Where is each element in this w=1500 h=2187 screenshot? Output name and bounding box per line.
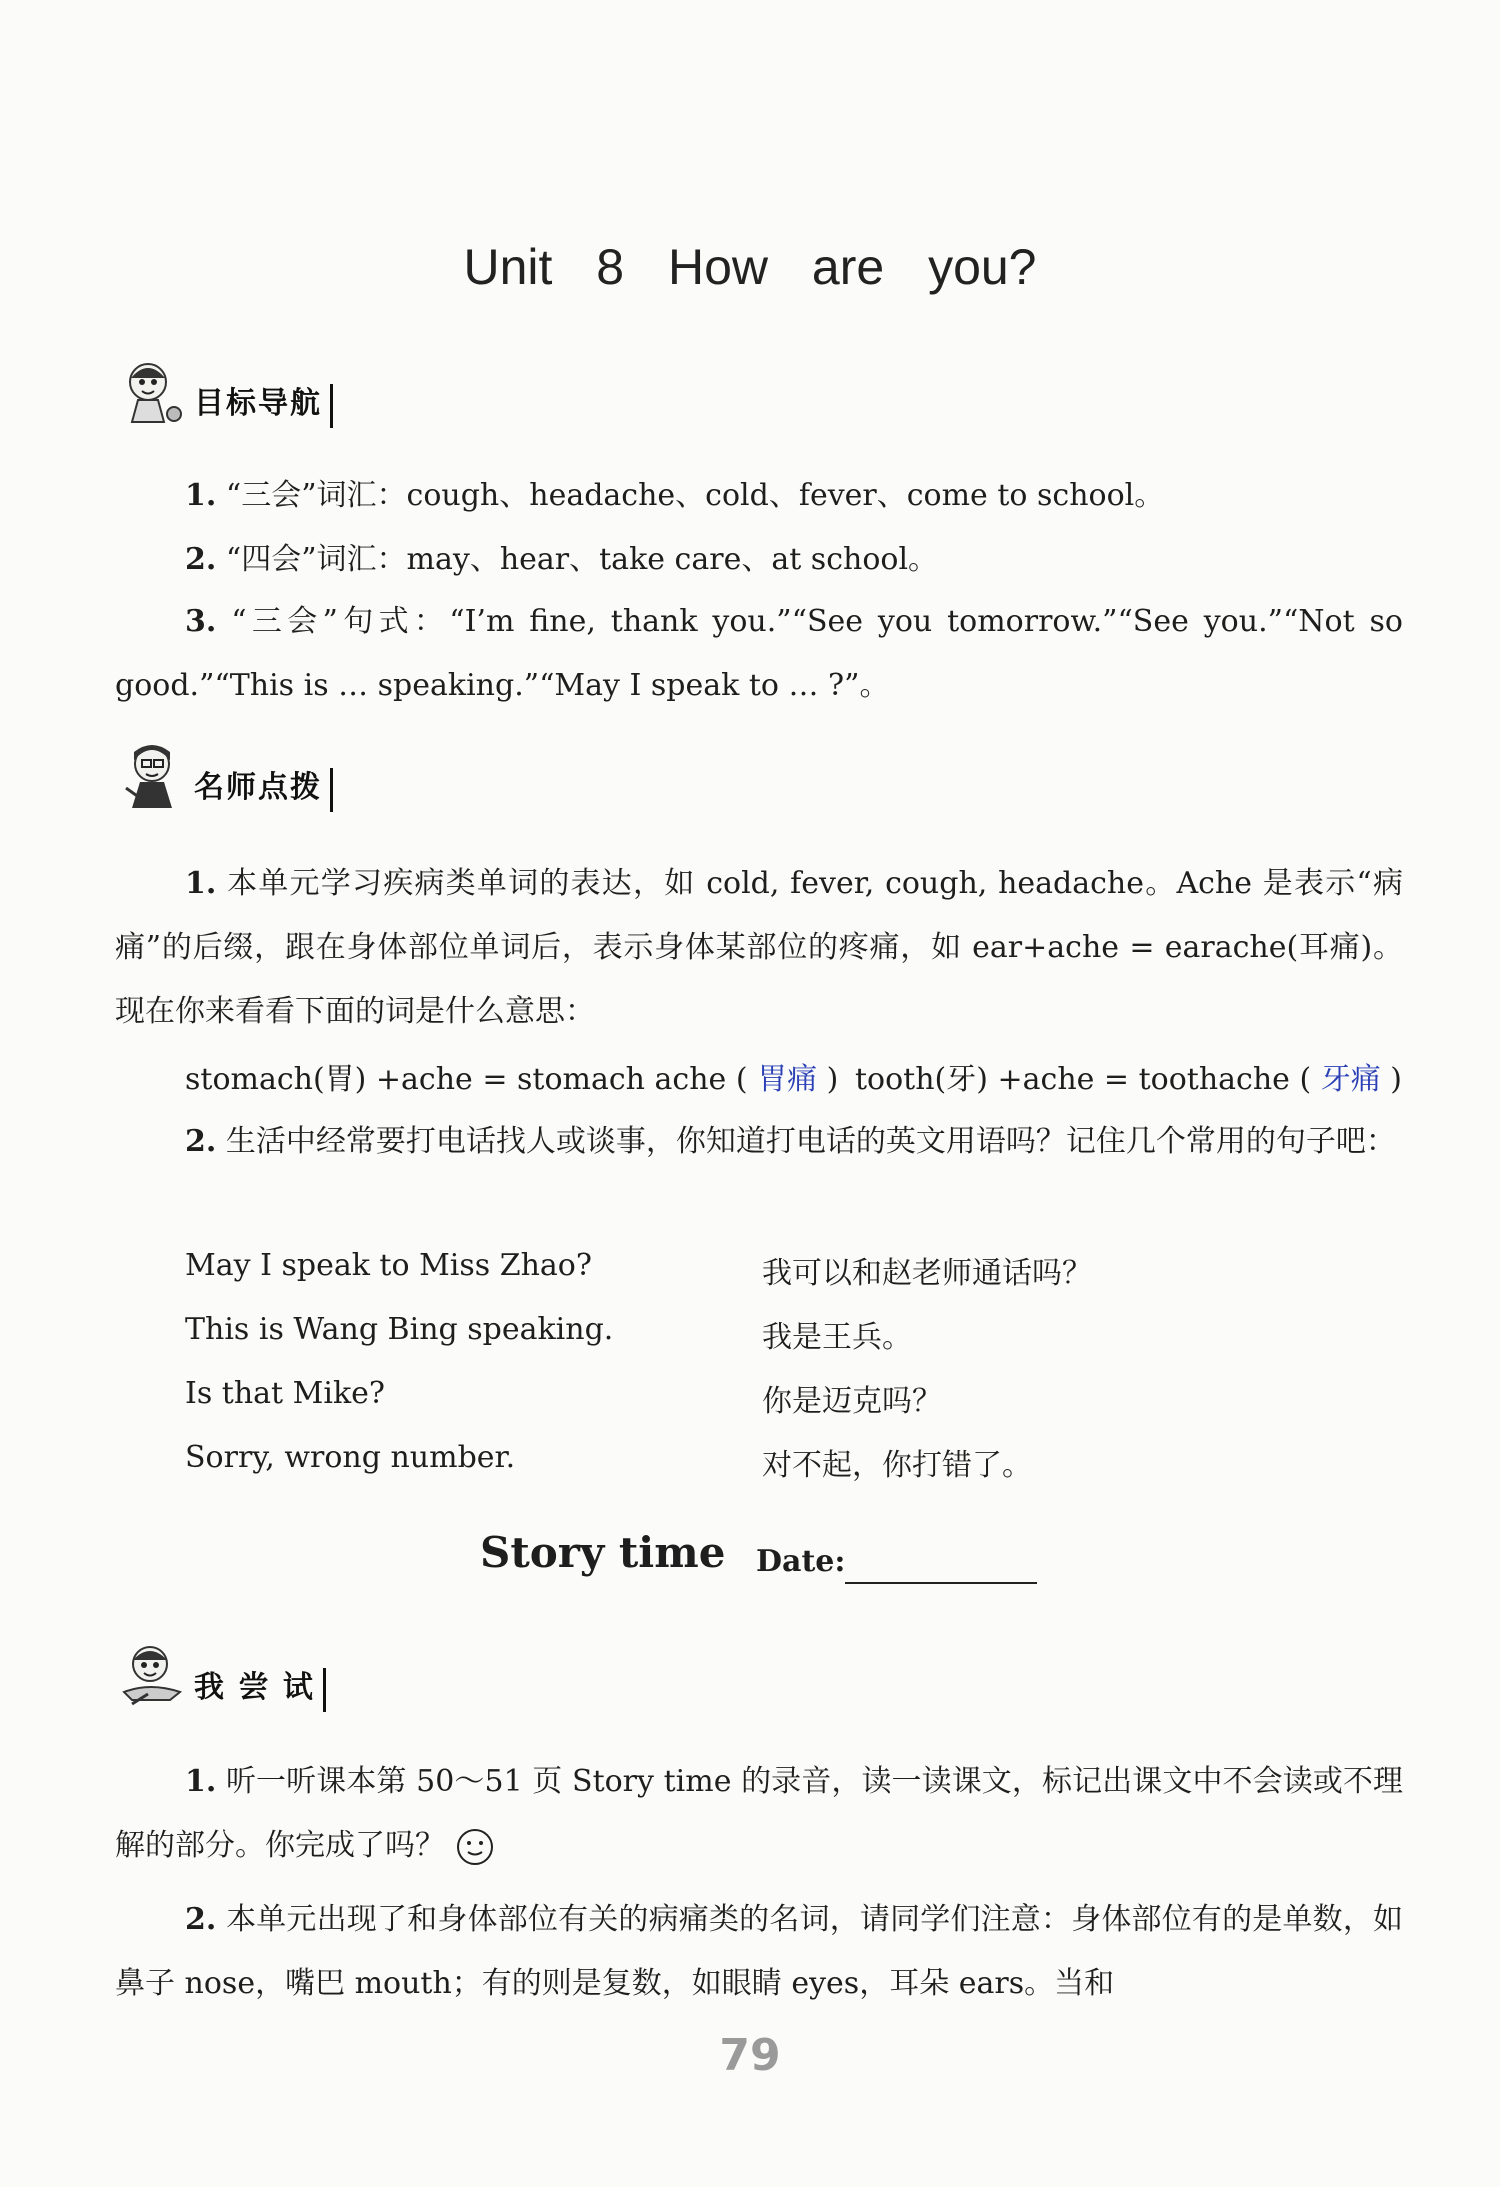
stomach-ache-line: stomach(胃) +ache = stomach ache ( 胃痛 ) bbox=[185, 1062, 839, 1097]
mascot-student-icon bbox=[118, 1640, 190, 1712]
goal-item-1: 1. “三会”词汇：cough、headache、cold、fever、come to school。 bbox=[185, 478, 1165, 513]
phrase-zh-1: 我可以和赵老师通话吗？ bbox=[762, 1256, 1092, 1291]
phrase-zh-3: 你是迈克吗？ bbox=[762, 1384, 942, 1419]
try-item-2: 2. 本单元出现了和身体部位有关的病痛类的名词，请同学们注意：身体部位有的是单数，如鼻子 nose，嘴巴 mouth；有的则是复数，如眼睛 eyes，耳朵 ears。当和 bbox=[115, 1902, 1404, 2001]
date-label: Date: bbox=[756, 1544, 846, 1579]
stomach-ache-answer: 胃痛 bbox=[757, 1062, 818, 1097]
goal-item-2: 2. “四会”词汇：may、hear、take care、at school。 bbox=[185, 542, 939, 577]
tips-item-1: 1. 本单元学习疾病类单词的表达，如 cold, fever, cough, headache。Ache 是表示“病痛”的后缀，跟在身体部位单词后，表示身体某部位的疼痛，如 ear+ache = earache(耳痛)。现在你来看看下面的词是什么意思： bbox=[115, 866, 1403, 1029]
section-try-header bbox=[118, 1640, 326, 1712]
section-tips-label: 名师点拨 bbox=[190, 768, 333, 812]
section-tips-header bbox=[118, 740, 333, 812]
tips-item-2: 2. 生活中经常要打电话找人或谈事，你知道打电话的英文用语吗？记住几个常用的句子吧： bbox=[185, 1124, 1396, 1159]
page-title: Unit 8 How are you? bbox=[463, 239, 1037, 295]
toothache-line: tooth(牙) +ache = toothache ( 牙痛 ) bbox=[855, 1062, 1402, 1097]
phrase-zh-2: 我是王兵。 bbox=[762, 1320, 912, 1355]
try-item-1: 1. 听一听课本第 50～51 页 Story time 的录音，读一读课文，标记出课文中不会读或不理解的部分。你完成了吗？ bbox=[115, 1750, 1403, 1878]
section-goals-header bbox=[118, 356, 333, 428]
phrase-en-4: Sorry, wrong number. bbox=[185, 1440, 516, 1475]
date-blank-line bbox=[845, 1582, 1037, 1584]
story-time-heading: Story time bbox=[480, 1528, 726, 1577]
mascot-teacher-icon bbox=[118, 740, 190, 812]
mascot-girl-icon bbox=[118, 356, 190, 428]
smiley-face-icon bbox=[455, 1827, 495, 1867]
page-number: 79 bbox=[719, 2030, 781, 2081]
toothache-answer: 牙痛 bbox=[1320, 1062, 1381, 1097]
goal-item-3: 3. “三会”句式：“I’m fine, thank you.”“See you tomorrow.”“See you.”“Not so good.”“This is … speaking.”“May I speak to … ?”。 bbox=[115, 604, 1403, 703]
phrase-en-1: May I speak to Miss Zhao? bbox=[185, 1248, 592, 1283]
phrase-zh-4: 对不起，你打错了。 bbox=[762, 1448, 1032, 1483]
phrase-en-2: This is Wang Bing speaking. bbox=[185, 1312, 614, 1347]
section-goals-label: 目标导航 bbox=[190, 384, 333, 428]
section-try-label: 我 尝 试 bbox=[190, 1668, 326, 1712]
phrase-en-3: Is that Mike? bbox=[185, 1376, 385, 1411]
